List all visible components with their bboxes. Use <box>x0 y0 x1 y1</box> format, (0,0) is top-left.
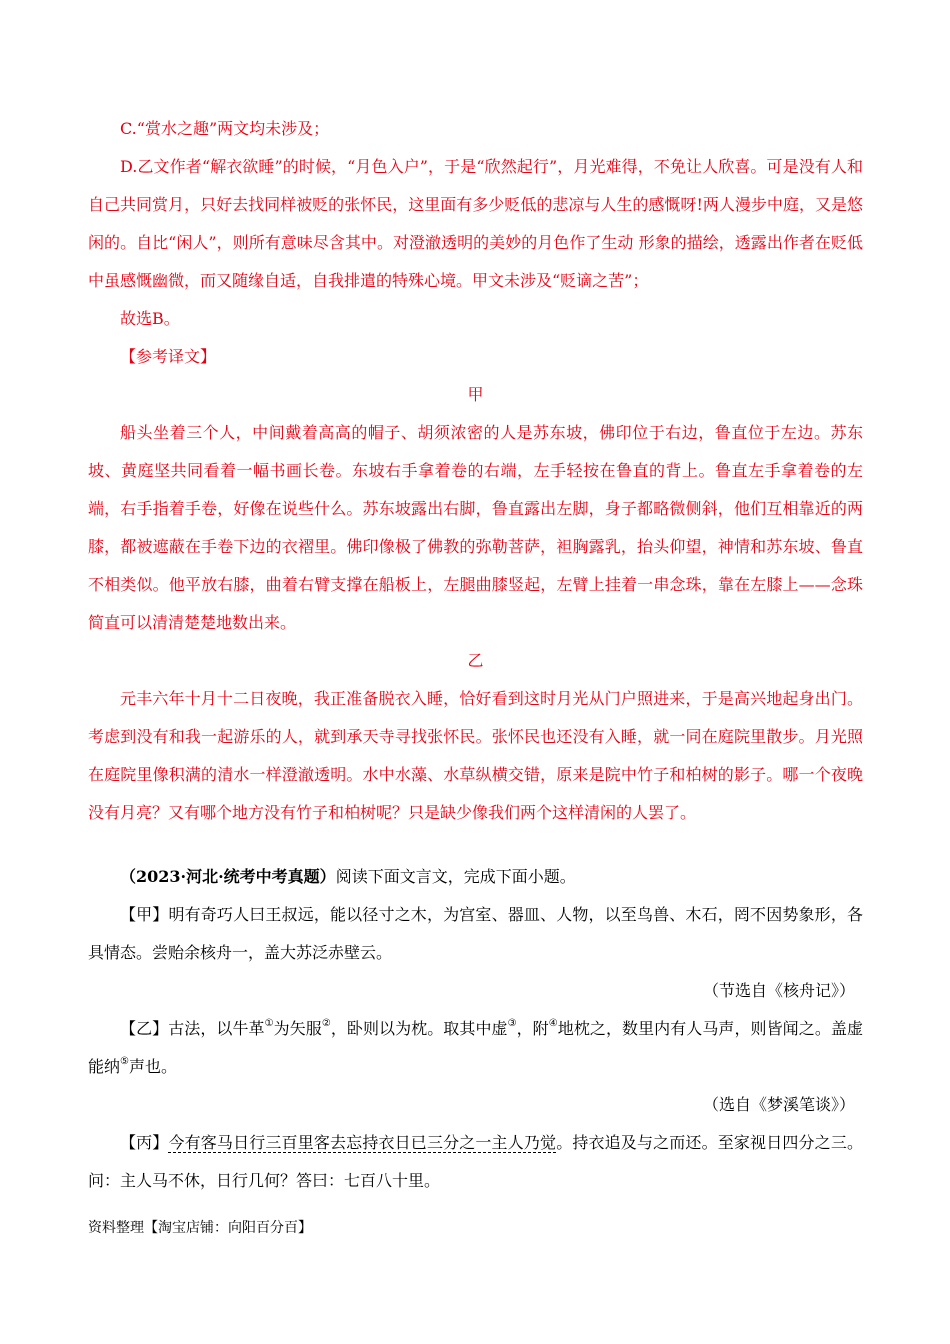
footnote-marker: ① <box>264 1017 274 1029</box>
translation-jia-title: 甲 <box>467 385 484 404</box>
passage-bing-label: 【丙】 <box>120 1133 169 1152</box>
passage-yi-text: 古法，以牛革 <box>168 1019 265 1038</box>
translation-yi-title: 乙 <box>467 651 484 670</box>
question-intro <box>88 858 863 896</box>
passage-yi-text: 地枕之，数里内有人马声，则皆闻之。盖虚能纳 <box>88 1019 863 1076</box>
footnote-marker: ③ <box>507 1017 517 1029</box>
option-d-analysis: D.乙文作者“解衣欲睡”的时候，“月色入户”，于是“欣然起行”，月光难得，不免让人欣喜。可是没有人和自己共同赏月，只好去找同样被贬的张怀民，这里面有多少贬低的悲凉与人生的感慨呀!两人漫步中庭，又是悠闲的。自比“闲人”，则所有意味尽含其中。对澄澈透明的美妙的月色作了生动 形象的描绘，透露出作者在贬低中虽感慨幽微，而又随缘自适，自我排遣的特殊心境。甲文未涉及“贬谪之苦”； <box>88 157 863 290</box>
translation-yi-text: 元丰六年十月十二日夜晚，我正准备脱衣入睡，恰好看到这时月光从门户照进来，于是高兴地起身出门。考虑到没有和我一起游乐的人，就到承天寺寻找张怀民。张怀民也还没有入睡，就一同在庭院里散步。月光照在庭院里像积满的清水一样澄澈透明。水中水藻、水草纵横交错，原来是院中竹子和柏树的影子。哪一个夜晚没有月亮？又有哪个地方没有竹子和柏树呢？只是缺少像我们两个这样清闲的人罢了。 <box>88 689 863 822</box>
passage-yi-text: ，附 <box>516 1019 549 1038</box>
passage-yi-source: （选自《梦溪笔谈》） <box>702 1095 855 1114</box>
passage-bing-text: 。持衣追及与之而还。至家视日四分之三。问：主人马不休，日行几何？答曰：七百八十里。 <box>88 1133 863 1190</box>
question-source: （2023·河北·统考中考真题） <box>120 867 336 886</box>
answer-line: 故选B。 <box>120 309 180 328</box>
passage-jia <box>88 896 863 972</box>
translation-heading: 【参考译文】 <box>120 347 217 366</box>
passage-bing-underlined: 今有客马日行三百里客去忘持衣日已三分之一主人乃觉 <box>168 1133 557 1152</box>
passage-jia-text: 明有奇巧人曰王叔远，能以径寸之木，为宫室、器皿、人物，以至鸟兽、木石，罔不因势象形，各具情态。尝贻余核舟一，盖大苏泛赤壁云。 <box>88 905 863 962</box>
passage-yi-text: ，卧则以为枕。取其中虚 <box>330 1019 508 1038</box>
passage-yi <box>88 1010 863 1086</box>
passage-yi-text: 为矢服 <box>273 1019 322 1038</box>
passage-jia-source: （节选自《核舟记》） <box>702 981 855 1000</box>
document-body <box>88 110 863 1200</box>
passage-yi-label: 【乙】 <box>120 1019 169 1038</box>
section-gap <box>88 832 863 858</box>
passage-jia-label: 【甲】 <box>120 905 169 924</box>
option-c-analysis: C.“赏水之趣”两文均未涉及； <box>120 119 330 138</box>
footnote-marker: ④ <box>548 1017 558 1029</box>
passage-bing <box>88 1124 863 1200</box>
question-prompt: 阅读下面文言文，完成下面小题。 <box>335 867 576 886</box>
footnote-marker: ② <box>321 1017 331 1029</box>
translation-jia-text: 船头坐着三个人，中间戴着高高的帽子、胡须浓密的人是苏东坡，佛印位于右边，鲁直位于左边。苏东坡、黄庭坚共同看着一幅书画长卷。东坡右手拿着卷的右端，左手轻按在鲁直的背上。鲁直左手拿着卷的左端，右手指着手卷，好像在说些什么。苏东坡露出右脚，鲁直露出左脚，身子都略微侧斜，他们互相靠近的两膝，都被遮蔽在手卷下边的衣褶里。佛印像极了佛教的弥勒菩萨，袒胸露乳，抬头仰望，神情和苏东坡、鲁直不相类似。他平放右膝，曲着右臂支撑在船板上，左腿曲膝竖起，左臂上挂着一串念珠，靠在左膝上——念珠简直可以清清楚楚地数出来。 <box>88 423 863 632</box>
footnote-marker: ⑤ <box>120 1055 129 1067</box>
page-footer: 资料整理【淘宝店铺：向阳百分百】 <box>88 1220 312 1236</box>
passage-yi-text: 声也。 <box>128 1057 177 1076</box>
